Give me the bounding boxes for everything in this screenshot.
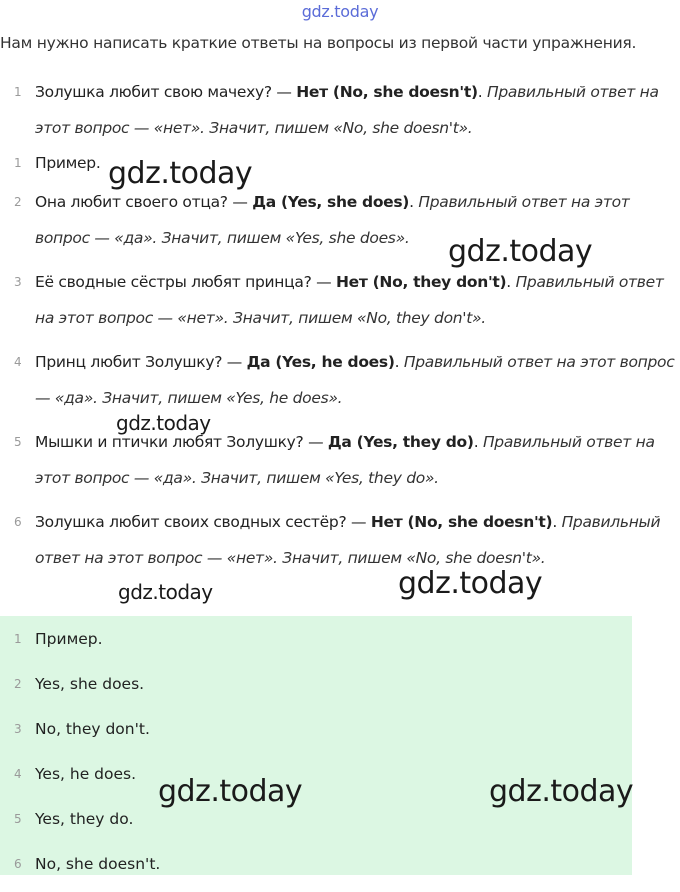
watermark: gdz.today (489, 774, 634, 809)
watermark: gdz.today (158, 774, 303, 809)
answer-number: 1 (14, 632, 22, 646)
watermark: gdz.today (398, 566, 543, 601)
intro-text: Нам нужно написать краткие ответы на вопросы из первой части упражнения. (0, 34, 637, 52)
answer-text: Нет (No, they don't) (335, 273, 507, 291)
explanation-text: Правильный ответ на этот вопрос — «да». Значит, пишем «Yes, he does». (35, 353, 675, 407)
watermark: gdz.today (118, 580, 213, 604)
item-number: 2 (14, 195, 22, 209)
question-text: Пример. (35, 154, 101, 172)
list-item (0, 504, 680, 576)
answer-text: Да (Yes, they do) (327, 433, 474, 451)
answer-number: 5 (14, 812, 22, 826)
answer-punct: . (473, 433, 483, 451)
answer-text: Нет (No, she doesn't) (296, 83, 478, 101)
item-number: 4 (14, 355, 22, 369)
question-text: Мышки и птички любят Золушку? — (35, 433, 328, 451)
explanation-text: Правильный ответ на этот вопрос — «нет». Значит, пишем «No, she doesn't». (35, 83, 659, 137)
item-number: 1 (14, 85, 22, 99)
answer-item (0, 622, 632, 667)
question-text: Золушка любит своих сводных сестёр? — (35, 513, 371, 531)
question-text: Золушка любит свою мачеху? — (35, 83, 297, 101)
answer-line: No, she doesn't. (35, 855, 161, 873)
answer-punct: . (506, 273, 516, 291)
answer-item (0, 847, 632, 892)
answer-punct: . (409, 193, 419, 211)
list-item (0, 264, 680, 336)
site-logo[interactable]: gdz.today (301, 2, 379, 21)
answer-punct: . (394, 353, 404, 371)
answer-text: Нет (No, she doesn't) (370, 513, 553, 531)
answer-number: 3 (14, 722, 22, 736)
watermark: gdz.today (448, 234, 593, 269)
question-text: Её сводные сёстры любят принца? — (35, 273, 336, 291)
answer-number: 2 (14, 677, 22, 691)
answer-text: Да (Yes, he does) (246, 353, 395, 371)
question-text: Принц любит Золушку? — (35, 353, 247, 371)
answer-line: Пример. (35, 630, 103, 648)
answer-line: Yes, he does. (35, 765, 137, 783)
answer-number: 6 (14, 857, 22, 871)
question-text: Она любит своего отца? — (35, 193, 253, 211)
answer-punct: . (552, 513, 562, 531)
item-number: 6 (14, 515, 22, 529)
answer-punct: . (477, 83, 487, 101)
list-item (0, 344, 680, 416)
list-item (0, 150, 680, 176)
answer-line: Yes, they do. (35, 810, 134, 828)
answer-number: 4 (14, 767, 22, 781)
answer-line: No, they don't. (35, 720, 150, 738)
question-list (0, 74, 680, 576)
answers-block (0, 616, 632, 875)
list-item (0, 424, 680, 496)
explanation-text: Правильный ответ на этот вопрос — «да». Значит, пишем «Yes, they do». (35, 433, 655, 487)
explanation-text: Правильный ответ на этот вопрос — «да». Значит, пишем «Yes, she does». (35, 193, 630, 247)
answer-item (0, 667, 632, 712)
item-number: 5 (14, 435, 22, 449)
item-number: 3 (14, 275, 22, 289)
list-item (0, 74, 680, 146)
answer-item (0, 712, 632, 757)
watermark: gdz.today (116, 411, 211, 435)
watermark: gdz.today (108, 156, 253, 191)
answer-line: Yes, she does. (35, 675, 145, 693)
explanation-text: Правильный ответ на этот вопрос — «нет». Значит, пишем «No, they don't». (35, 273, 664, 327)
answer-list (0, 616, 632, 892)
answer-text: Да (Yes, she does) (252, 193, 410, 211)
item-number: 1 (14, 156, 22, 170)
explanation-text: Правильный ответ на этот вопрос — «нет». Значит, пишем «No, she doesn't». (35, 513, 661, 567)
